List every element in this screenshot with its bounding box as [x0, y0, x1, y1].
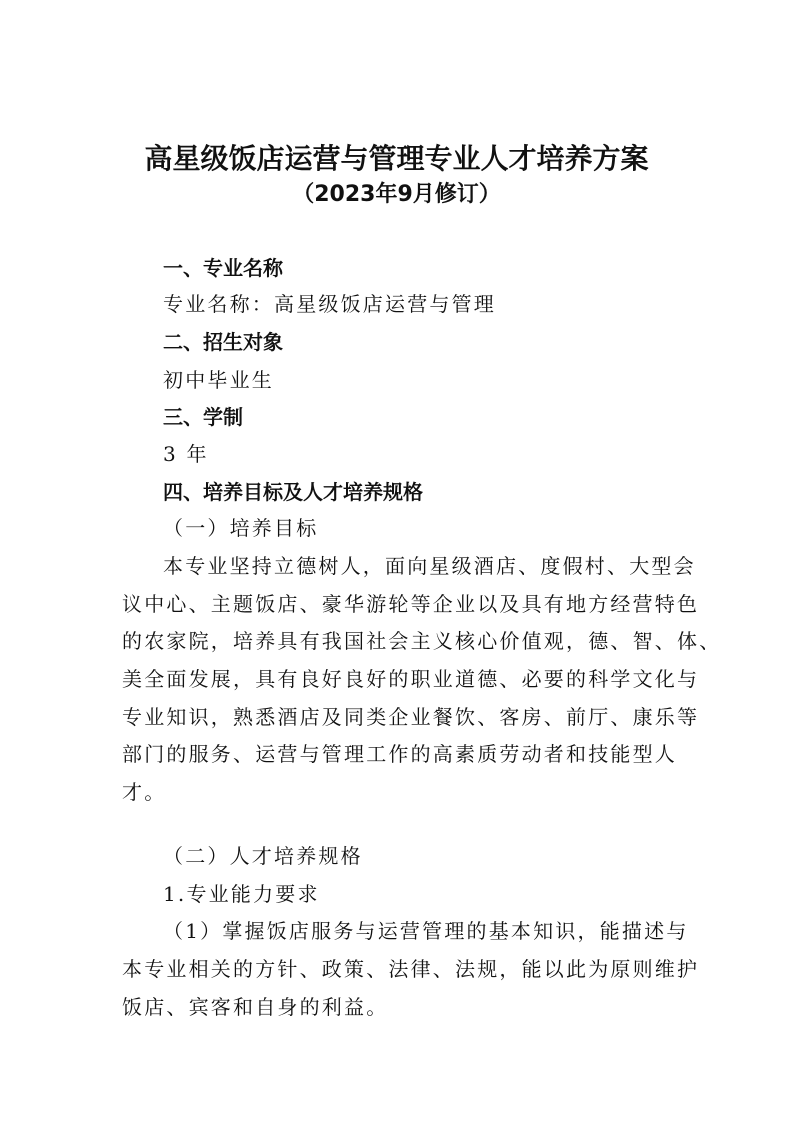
- paragraph-line: 本专业坚持立德树人，面向星级酒店、度假村、大型会: [163, 554, 696, 578]
- section-text-3: 3 年: [163, 442, 209, 466]
- paragraph-line: 议中心、主题饭店、豪华游轮等企业以及具有地方经营特色: [122, 592, 700, 616]
- item-heading: 1.专业能力要求: [163, 882, 320, 906]
- section-text-2: 初中毕业生: [163, 368, 274, 392]
- paragraph-line: 专业知识，熟悉酒店及同类企业餐饮、客房、前厅、康乐等: [122, 705, 700, 729]
- subsection-heading-goals: （一）培养目标: [163, 516, 319, 540]
- section-heading-2: 二、招生对象: [163, 330, 283, 354]
- paragraph-line: 本专业相关的方针、政策、法律、法规，能以此为原则维护: [122, 957, 700, 981]
- section-text-1: 专业名称：高星级饭店运营与管理: [163, 292, 496, 316]
- paragraph-line: 的农家院，培养具有我国社会主义核心价值观，德、智、体、: [122, 629, 722, 653]
- section-heading-1: 一、专业名称: [163, 256, 283, 280]
- document-subtitle: （2023年9月修订）: [292, 182, 501, 207]
- paragraph-line: 美全面发展，具有良好良好的职业道德、必要的科学文化与: [122, 667, 700, 691]
- subsection-heading-specs: （二）人才培养规格: [163, 844, 363, 868]
- paragraph-line: 才。: [122, 780, 167, 804]
- paragraph-line: 饭店、宾客和自身的利益。: [122, 995, 389, 1019]
- document-title: 高星级饭店运营与管理专业人才培养方案: [144, 142, 649, 175]
- section-heading-3: 三、学制: [163, 405, 243, 429]
- paragraph-line: （1）掌握饭店服务与运营管理的基本知识，能描述与: [163, 919, 689, 943]
- section-heading-4: 四、培养目标及人才培养规格: [163, 480, 423, 504]
- paragraph-line: 部门的服务、运营与管理工作的高素质劳动者和技能型人: [122, 742, 677, 766]
